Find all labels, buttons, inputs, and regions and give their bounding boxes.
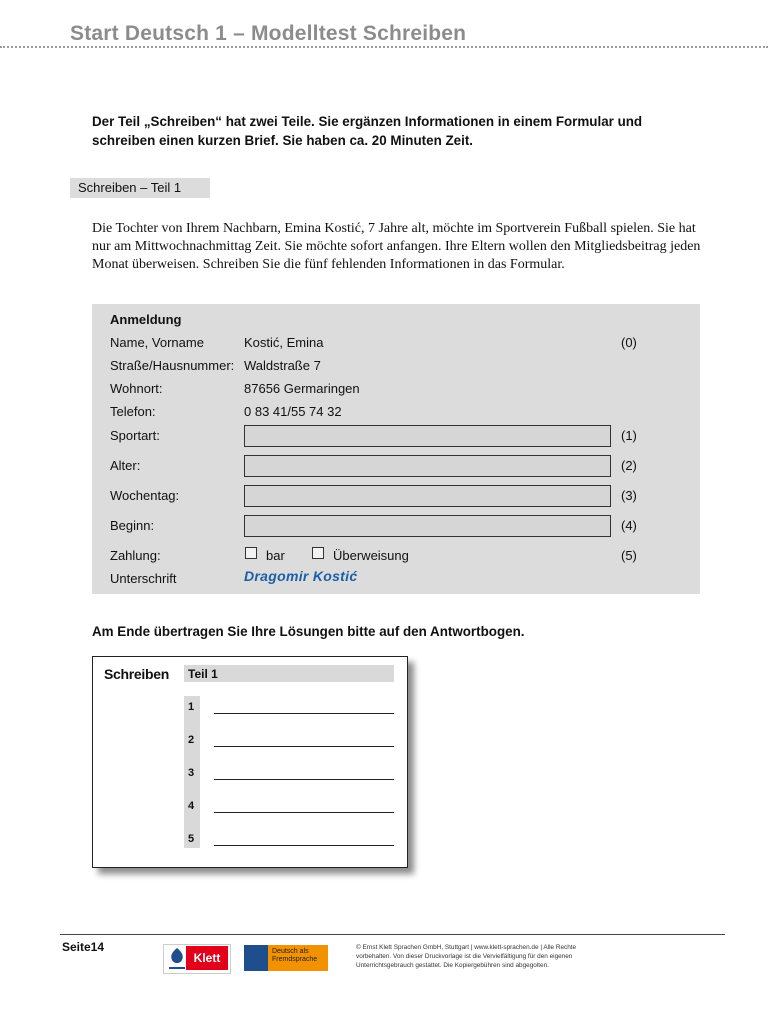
payment-number: (5) [621,548,637,563]
signature: Dragomir Kostić [244,568,358,584]
page-title: Start Deutsch 1 – Modelltest Schreiben [70,22,467,45]
answer-line-2[interactable] [214,746,394,747]
city-value: 87656 Germaringen [244,381,360,396]
daf-badge-accent [244,945,268,971]
answer-number: 5 [188,833,195,845]
weekday-label: Wochentag: [110,488,180,503]
answer-number: 2 [188,734,195,746]
transfer-option-label: Überweisung [333,548,409,563]
footer-divider [60,934,725,935]
street-value: Waldstraße 7 [244,358,321,373]
answer-number: 3 [188,767,195,779]
answer-sheet-part: Teil 1 [184,665,394,682]
phone-label: Telefon: [110,404,156,419]
phone-value: 0 83 41/55 74 32 [244,404,342,419]
cash-checkbox[interactable] [245,547,257,559]
answer-line-3[interactable] [214,779,394,780]
section-label: Schreiben – Teil 1 [70,178,210,198]
answer-line-1[interactable] [214,713,394,714]
answer-line-4[interactable] [214,812,394,813]
city-label: Wohnort: [110,381,163,396]
age-input[interactable] [244,455,611,477]
intro-text: Der Teil „Schreiben“ hat zwei Teile. Sie ergänzen Informationen in einem Formular und schreiben einen kurzen Brief. Sie haben ca. 20 Minuten Zeit. [92,114,643,148]
answer-sheet [92,656,408,868]
signature-label: Unterschrift [110,571,177,586]
cash-option-label: bar [266,548,285,563]
name-label: Name, Vorname [110,335,204,350]
payment-label: Zahlung: [110,548,161,563]
start-input[interactable] [244,515,611,537]
name-value: Kostić, Emina [244,335,324,350]
street-label: Straße/Hausnummer: [110,358,235,373]
klett-wordmark: Klett [186,946,228,970]
form-title: Anmeldung [110,312,182,327]
copyright-text: © Ernst Klett Sprachen GmbH, Stuttgart | www.klett-sprachen.de | Alle Rechte vorbehalten. Von dieser Druckvorlage ist die Vervielfältigung für den eigenen Unterrichtsgebrauch gestattet. Die Kopiergebühren sind abgegolten. [356,944,577,969]
sport-input[interactable] [244,425,611,447]
answer-line-5[interactable] [214,845,394,846]
header-divider [0,46,768,48]
example-number: (0) [621,335,637,350]
answer-number: 4 [188,800,195,812]
weekday-number: (3) [621,488,637,503]
daf-badge-text: Deutsch als Fremdsprache [272,948,318,963]
sport-label: Sportart: [110,428,160,443]
start-number: (4) [621,518,637,533]
weekday-input[interactable] [244,485,611,507]
start-label: Beginn: [110,518,155,533]
transfer-note: Am Ende übertragen Sie Ihre Lösungen bitte auf den Antwortbogen. [92,624,525,639]
answer-number: 1 [188,701,195,713]
age-label: Alter: [110,458,141,473]
klett-tree-icon [166,946,188,972]
age-number: (2) [621,458,637,473]
page-number: Seite14 [62,940,105,954]
task-text: Die Tochter von Ihrem Nachbarn, Emina Kostić, 7 Jahre alt, möchte im Sportverein Fußball spielen. Sie hat nur am Mittwochnachmittag Zeit. Sie möchte sofort anfangen. Ihre Eltern wollen den Mitgliedsbeitrag jeden Monat überweisen. Schreiben Sie die fünf fehlenden Informationen in das Formular. [92,221,701,272]
transfer-checkbox[interactable] [312,547,324,559]
answer-sheet-title: Schreiben [104,666,169,682]
sport-number: (1) [621,428,637,443]
